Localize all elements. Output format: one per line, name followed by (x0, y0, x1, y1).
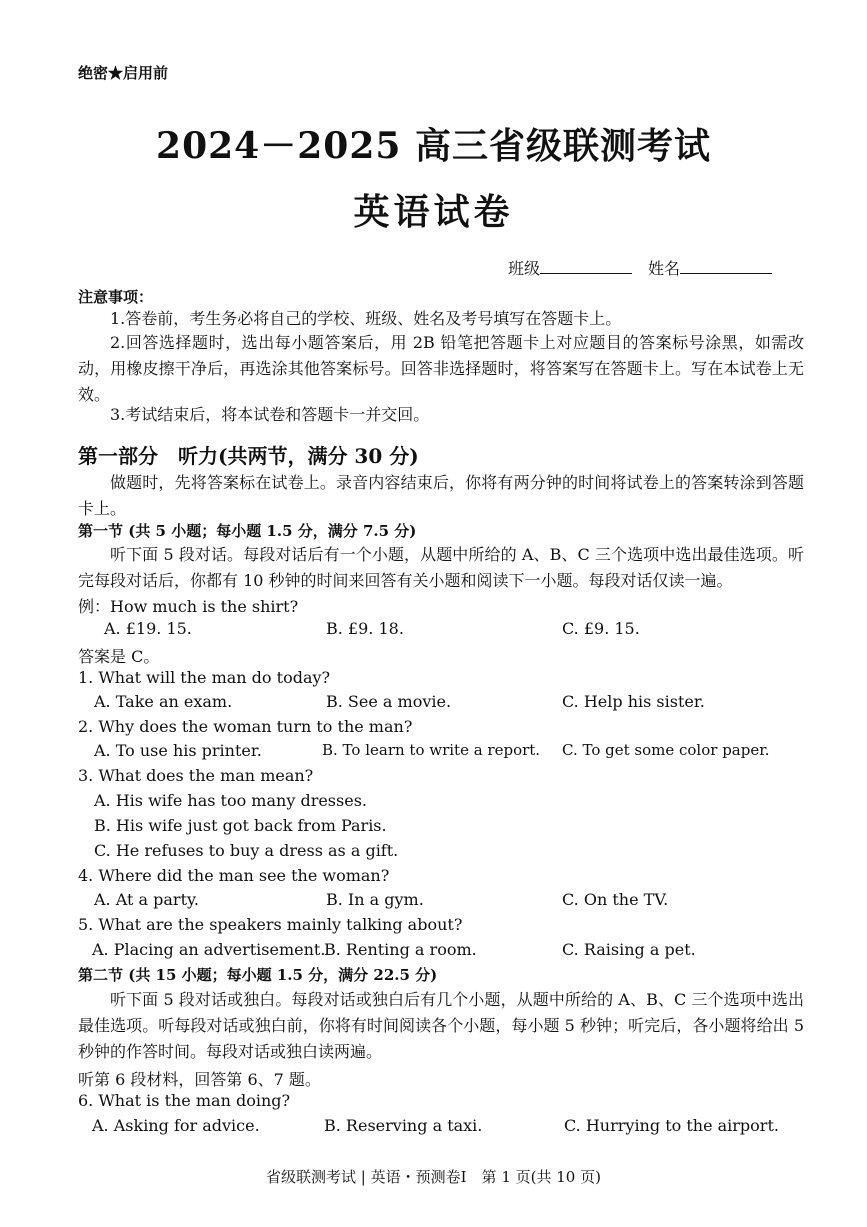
question-1: 1. What will the man do today? (78, 668, 331, 687)
name-blank (680, 259, 772, 274)
name-label: 姓名 (648, 259, 681, 278)
example-option-b: B. £9. 18. (326, 619, 404, 638)
question-4: 4. Where did the man see the woman? (78, 866, 390, 885)
q4-option-b: B. In a gym. (326, 890, 424, 909)
q5-option-a: A. Placing an advertisement. (92, 940, 326, 959)
class-blank (540, 259, 632, 274)
q2-option-b: B. To learn to write a report. (322, 741, 541, 759)
example-answer: 答案是 C。 (78, 647, 160, 666)
q5-option-c: C. Raising a pet. (562, 940, 696, 959)
question-5: 5. What are the speakers mainly talking about? (78, 915, 463, 934)
q3-option-b: B. His wife just got back from Paris. (94, 816, 387, 835)
notice-item-1: 1.答卷前，考生务必将自己的学校、班级、姓名及考号填写在答题卡上。 (110, 309, 622, 328)
q1-option-b: B. See a movie. (326, 692, 452, 711)
section1-heading: 第一节 (共 5 小题；每小题 1.5 分，满分 7.5 分) (78, 522, 417, 540)
q6-option-b: B. Reserving a taxi. (324, 1116, 483, 1135)
notice-item-2: 2.回答选择题时，选出每小题答案后，用 2B 铅笔把答题卡上对应题目的答案标号涂黑，如需改动，用橡皮擦干净后，再选涂其他答案标号。回答非选择题时，将答案写在答题卡上。写在本试卷上无效。 (78, 333, 804, 404)
q6-option-c: C. Hurrying to the airport. (564, 1116, 779, 1135)
q2-option-a: A. To use his printer. (94, 741, 262, 760)
page-footer: 省级联测考试 | 英语・预测卷Ⅰ 第 1 页(共 10 页) (266, 1168, 601, 1186)
question-3: 3. What does the man mean? (78, 766, 314, 785)
q1-option-c: C. Help his sister. (562, 692, 705, 711)
section1-intro: 听下面 5 段对话。每段对话后有一个小题，从题中所给的 A、B、C 三个选项中选出最佳选项。听完每段对话后，你都有 10 秒钟的时间来回答有关小题和阅读下一小题。每段对话仅读一遍。 (78, 545, 804, 590)
q3-option-c: C. He refuses to buy a dress as a gift. (94, 841, 399, 860)
notice-heading: 注意事项： (78, 288, 154, 306)
example-option-c: C. £9. 15. (562, 619, 640, 638)
material-instruction: 听第 6 段材料，回答第 6、7 题。 (78, 1070, 321, 1089)
question-6: 6. What is the man doing? (78, 1091, 291, 1110)
part1-heading: 第一部分 听力(共两节，满分 30 分) (78, 444, 419, 468)
student-info-fields (508, 256, 788, 279)
q2-option-c: C. To get some color paper. (562, 741, 770, 759)
notice-item-3: 3.考试结束后，将本试卷和答题卡一并交回。 (110, 405, 430, 424)
q4-option-c: C. On the TV. (562, 890, 669, 909)
exam-subtitle: 英语试卷 (353, 191, 514, 233)
question-2: 2. Why does the woman turn to the man? (78, 717, 413, 736)
part1-intro: 做题时，先将答案标在试卷上。录音内容结束后，你将有两分钟的时间将试卷上的答案转涂到答题卡上。 (78, 473, 804, 518)
section2-intro: 听下面 5 段对话或独白。每段对话或独白后有几个小题，从题中所给的 A、B、C 三个选项中选出最佳选项。听每段对话或独白前，你将有时间阅读各个小题，每小题 5 秒钟；听完后，各小题将给出 5 秒钟的作答时间。每段对话或独白读两遍。 (78, 990, 804, 1061)
exam-title: 2024－2025 高三省级联测考试 (156, 125, 711, 167)
confidential-mark: 绝密★启用前 (78, 64, 169, 82)
section2-heading: 第二节 (共 15 小题；每小题 1.5 分，满分 22.5 分) (78, 966, 438, 984)
q6-option-a: A. Asking for advice. (92, 1116, 260, 1135)
example-question: 例：How much is the shirt? (78, 597, 299, 616)
q3-option-a: A. His wife has too many dresses. (94, 791, 367, 810)
class-label: 班级 (508, 259, 541, 278)
example-option-a: A. £19. 15. (104, 619, 192, 638)
q4-option-a: A. At a party. (94, 890, 199, 909)
q5-option-b: B. Renting a room. (324, 940, 477, 959)
q1-option-a: A. Take an exam. (94, 692, 233, 711)
